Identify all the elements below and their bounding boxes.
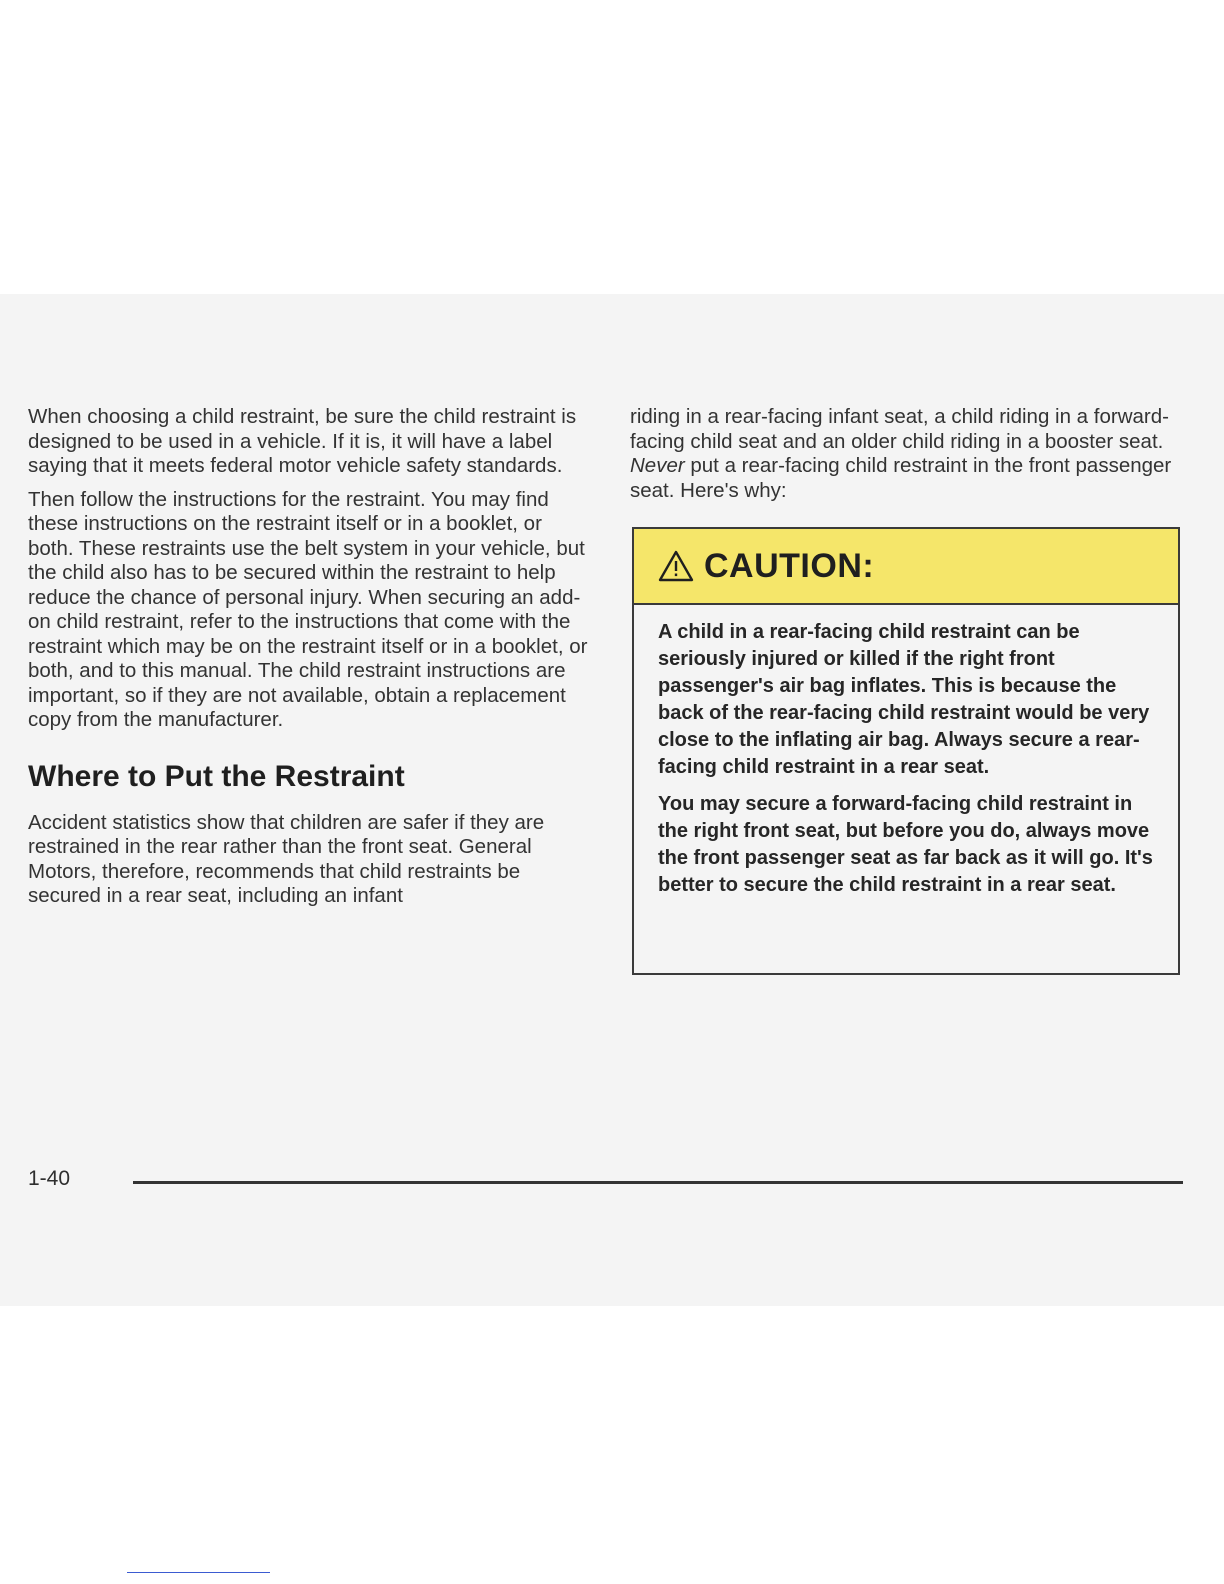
left-paragraph-2: Then follow the instructions for the restraint. You may find these instructions on the restraint itself or in a booklet, or both. These restraints use the belt system in your vehicle, but the child also has to be secured within the restraint to help reduce the chance of personal injury. When securing an add-on child restraint, refer to the instructions that come with the restraint which may be on the restraint itself or in a booklet, or both, and to this manual. The child restraint instructions are important, so if they are not available, obtain a replacement copy from the manufacturer. bbox=[28, 487, 588, 731]
caution-paragraph-1: A child in a rear-facing child restraint can be seriously injured or killed if the right front passenger's air bag inflates. This is because the back of the rear-facing child restraint would be very close to the inflating air bag. Always secure a rear-facing child restraint in a rear seat. bbox=[658, 621, 1150, 778]
bottom-link-rule bbox=[127, 1572, 270, 1573]
page-number: 1-40 bbox=[28, 1167, 71, 1190]
caution-box bbox=[632, 527, 1180, 975]
left-paragraph-1: When choosing a child restraint, be sure the child restraint is designed to be used in a vehicle. If it is, it will have a label saying that it meets federal motor vehicle safety standards. bbox=[28, 405, 577, 477]
footer-rule bbox=[133, 1181, 1183, 1184]
left-column bbox=[28, 405, 593, 918]
right-paragraph-1 bbox=[630, 405, 1175, 503]
warning-triangle-icon bbox=[658, 550, 694, 582]
caution-body bbox=[634, 605, 1178, 899]
section-heading: Where to Put the Restraint bbox=[28, 759, 405, 793]
caution-header bbox=[634, 529, 1178, 605]
right-paragraph-1-start: riding in a rear-facing infant seat, a child riding in a forward-facing child seat and an older child riding in a booster seat. bbox=[630, 405, 1169, 453]
right-column bbox=[630, 405, 1175, 512]
never-emphasis: Never bbox=[630, 454, 685, 477]
caution-title: CAUTION: bbox=[704, 546, 875, 585]
left-paragraph-3: Accident statistics show that children are safer if they are restrained in the rear rather than the front seat. General Motors, therefore, recommends that child restraints be secured in a rear seat, including an infant bbox=[28, 810, 545, 907]
caution-paragraph-2: You may secure a forward-facing child restraint in the right front seat, but before you do, always move the front passenger seat as far back as it will go. It's better to secure the child restraint in a rear seat. bbox=[658, 793, 1153, 896]
right-paragraph-1-end: put a rear-facing child restraint in the front passenger seat. Here's why: bbox=[630, 454, 1172, 502]
